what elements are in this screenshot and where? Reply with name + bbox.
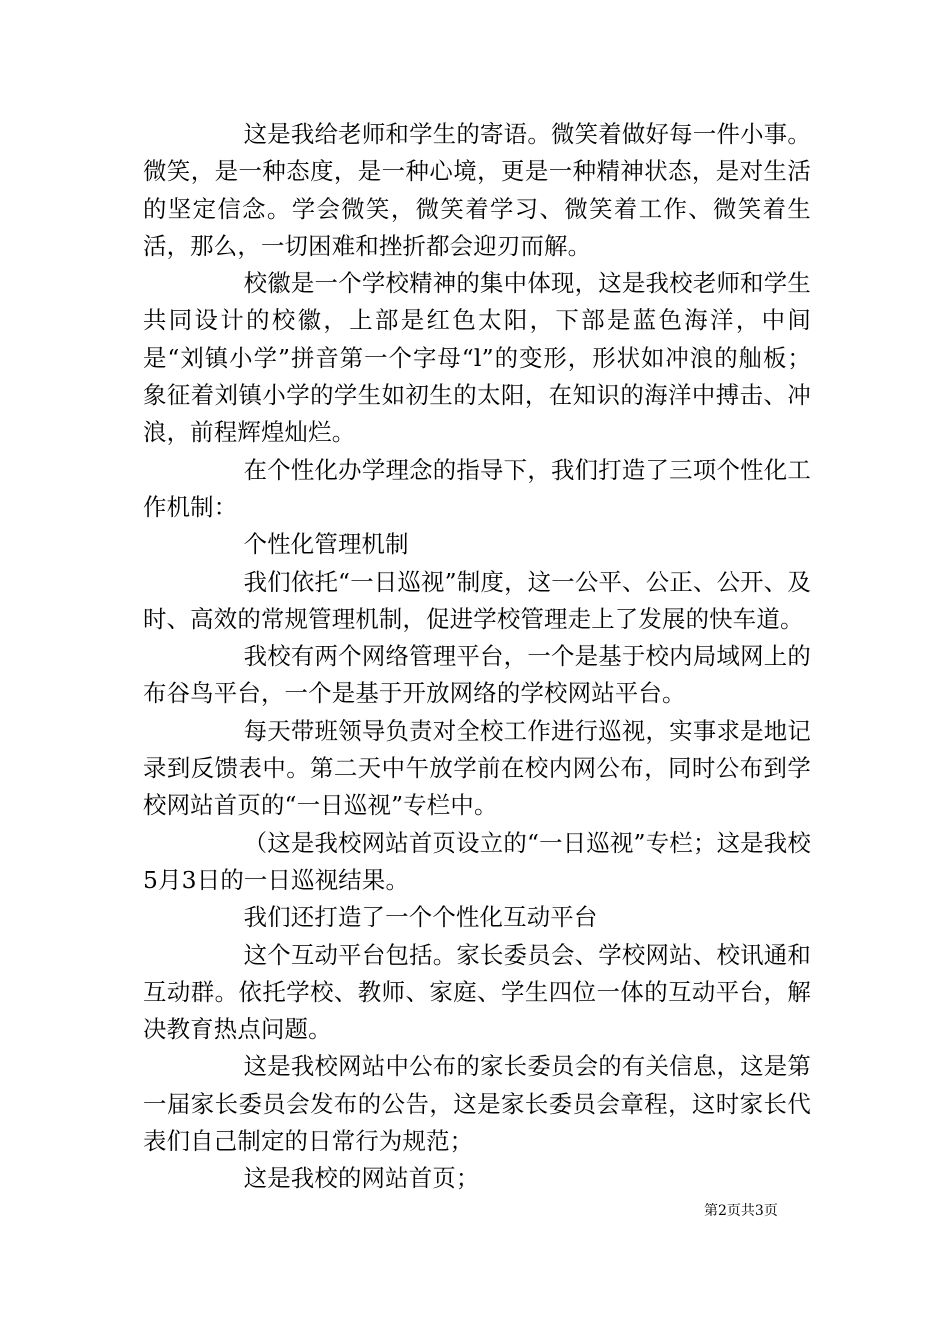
paragraph-network-platforms: 我校有两个网络管理平台，一个是基于校内局域网上的布谷鸟平台，一个是基于开放网络的学校网站平台。 [143, 642, 811, 708]
paragraph-parent-committee: 这是我校网站中公布的家长委员会的有关信息，这是第一届家长委员会发布的公告，这是家长委员会章程，这时家长代表们自己制定的日常行为规范； [143, 1052, 811, 1156]
paragraph-school-motto: 这是我给老师和学生的寄语。微笑着做好每一件小事。微笑，是一种态度，是一种心境，更是一种精神状态，是对生活的坚定信念。学会微笑，微笑着学习、微笑着工作、微笑着生活，那么，一切困难和挫折都会迎刃而解。 [143, 120, 811, 260]
paragraph-daily-inspection: 我们依托“一日巡视”制度，这一公平、公正、公开、及时、高效的常规管理机制，促进学校管理走上了发展的快车道。 [143, 567, 811, 633]
paragraph-inspection-column: （这是我校网站首页设立的“一日巡视”专栏；这是我校5月3日的一日巡视结果。 [143, 828, 811, 894]
paragraph-website-homepage: 这是我校的网站首页； [243, 1164, 480, 1193]
paragraph-mechanisms-intro: 在个性化办学理念的指导下，我们打造了三项个性化工作机制： [143, 455, 811, 521]
paragraph-school-badge: 校徽是一个学校精神的集中体现，这是我校老师和学生共同设计的校徽，上部是红色太阳，下部是蓝色海洋，中间是“刘镇小学”拼音第一个字母“l”的变形，形状如冲浪的舢板；象征着刘镇小学的学生如初生的太阳，在知识的海洋中搏击、冲浪，前程辉煌灿烂。 [143, 269, 811, 447]
paragraph-platform-contents: 这个互动平台包括。家长委员会、学校网站、校讯通和互动群。依托学校、教师、家庭、学生四位一体的互动平台，解决教育热点问题。 [143, 940, 811, 1044]
page-number-footer: 第2页共3页 [704, 1203, 778, 1219]
heading-management-mechanism: 个性化管理机制 [243, 530, 409, 559]
paragraph-inspection-process: 每天带班领导负责对全校工作进行巡视，实事求是地记录到反馈表中。第二天中午放学前在校内网公布，同时公布到学校网站首页的“一日巡视”专栏中。 [143, 716, 811, 820]
document-body [143, 116, 811, 1198]
heading-interaction-platform: 我们还打造了一个个性化互动平台 [243, 903, 598, 932]
